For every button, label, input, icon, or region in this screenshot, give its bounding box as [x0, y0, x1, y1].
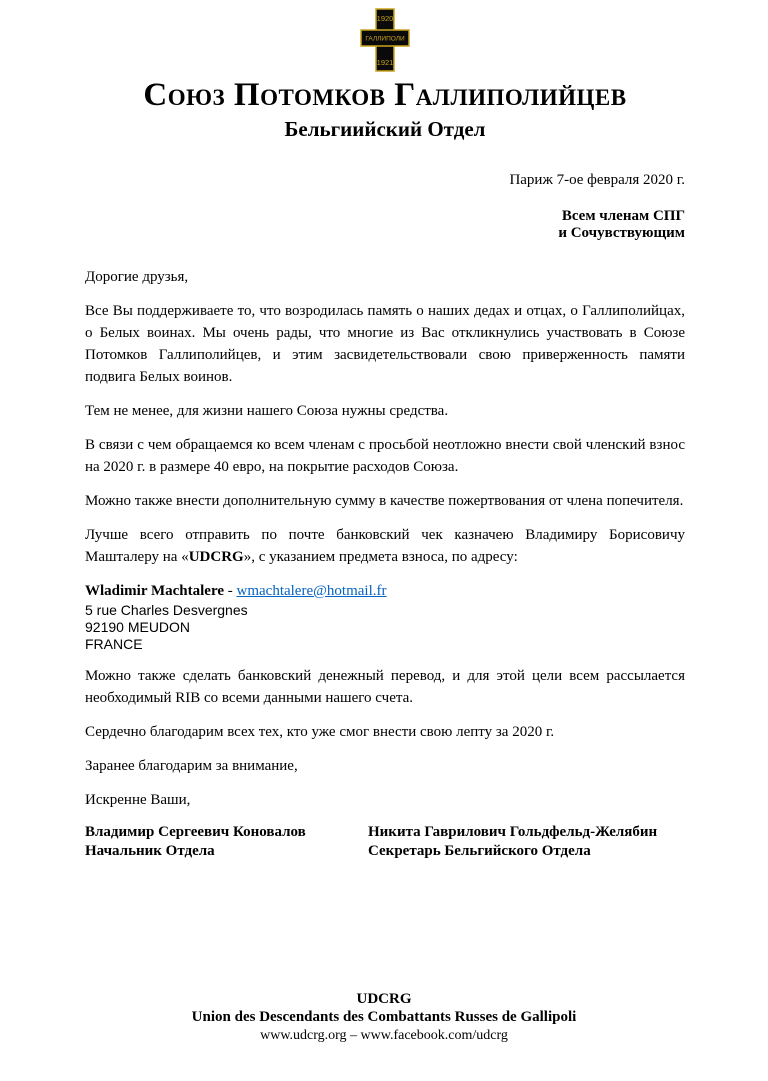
org-subtitle: Бельгиийский Отдел — [284, 117, 486, 141]
email-link[interactable]: wmachtalere@hotmail.fr — [236, 583, 387, 599]
contact-block — [85, 580, 685, 653]
signature-right-name: Никита Гаврилович Гольдфельд-Желябин — [368, 824, 658, 840]
treasurer-text-after: », с указанием предмета взноса, по адресу: — [243, 549, 518, 565]
contact-name: Wladimir Machtalere — [85, 583, 224, 599]
emblem-year-bottom: 1921 — [376, 58, 394, 67]
treasurer-text-before: Лучше всего отправить по почте банковский чек казначею Владимиру Борисовичу Машталеру на « — [85, 527, 685, 565]
addressee-line-1: Всем членам СПГ — [561, 208, 685, 224]
gallipoli-cross-emblem — [85, 8, 685, 72]
contact-separator: - — [224, 583, 237, 599]
addressee-block — [85, 208, 685, 242]
footer — [0, 990, 768, 1045]
body-paragraph-5: Можно также сделать банковский денежный перевод, и для этой цели всем рассылается необходимый RIB со всеми данными нашего счета. — [85, 668, 685, 706]
body-paragraph-4: Можно также внести дополнительную сумму в качестве пожертвования от члена попечителя. — [85, 493, 684, 509]
addressee-line-2: и Сочувствующим — [558, 225, 685, 241]
gallipoli-cross-icon — [360, 8, 410, 72]
signature-left-title: Начальник Отдела — [85, 843, 215, 859]
org-title: Союз Потомков Галлиполийцев — [143, 77, 627, 113]
signatures-row — [85, 823, 685, 861]
body-paragraph-treasurer — [85, 524, 685, 568]
closing-line: Искренне Ваши, — [85, 792, 191, 808]
letter-body — [85, 266, 685, 861]
emblem-year-top: 1920 — [376, 14, 394, 23]
signature-right-title: Секретарь Бельгийского Отдела — [368, 843, 591, 859]
signature-left — [85, 823, 368, 861]
body-paragraph-2: Тем не менее, для жизни нашего Союза нужны средства. — [85, 403, 449, 419]
emblem-name: ГАЛЛИПОЛИ — [365, 35, 405, 43]
body-paragraph-7: Заранее благодарим за внимание, — [85, 758, 298, 774]
contact-name-line — [85, 580, 685, 602]
body-paragraph-3: В связи с чем обращаемся ко всем членам с просьбой неотложно внести свой членский взнос на 2020 г. в размере 40 евро, на покрытие расходов Союза. — [85, 437, 685, 475]
treasurer-org-abbr: UDCRG — [188, 549, 244, 565]
dateline: Париж 7-ое февраля 2020 г. — [509, 172, 685, 188]
contact-address-line-3: FRANCE — [85, 636, 143, 652]
footer-org-full-name: Union des Descendants des Combattants Russes de Gallipoli — [191, 1009, 577, 1025]
contact-address-line-1: 5 rue Charles Desvergnes — [85, 602, 248, 618]
signature-left-name: Владимир Сергеевич Коновалов — [85, 824, 306, 840]
signature-right — [368, 823, 685, 861]
footer-links: www.udcrg.org – www.facebook.com/udcrg — [260, 1028, 508, 1043]
body-paragraph-6: Сердечно благодарим всех тех, кто уже смог внести свою лепту за 2020 г. — [85, 724, 555, 740]
salutation: Дорогие друзья, — [85, 269, 189, 285]
body-paragraph-1: Все Вы поддерживаете то, что возродилась память о наших дедах и отцах, о Галлиполийцах, о Белых воинах. Мы очень рады, что многие из Вас откликнулись участвовать в Союзе Потомков Галлиполийцев, и этим засвидетельствовали свою приверженность памяти подвига Белых воинов. — [85, 303, 685, 385]
contact-address-line-2: 92190 MEUDON — [85, 619, 191, 635]
footer-org-abbr: UDCRG — [356, 991, 412, 1007]
